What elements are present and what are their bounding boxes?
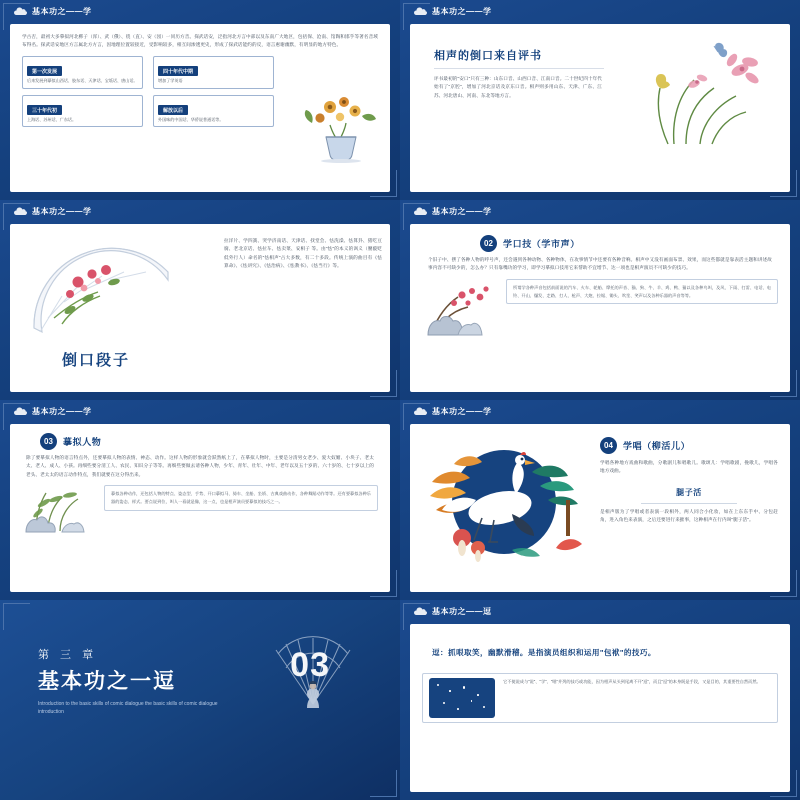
slide-content xyxy=(10,424,390,592)
slide-paragraph-secondary: 是相声版为了学唱或者表演一段相外，两人同合小化妆，如在上东东手中、分包赶角，进入角色来表演，之后还要进行来摧事，这种相声在行内叫"腿子活"。 xyxy=(600,508,778,523)
timeline-box-tag: 解放以后 xyxy=(158,105,188,115)
timeline-box-text: 上海话、苏州话、广东话。 xyxy=(27,117,77,123)
slide-caption: 倒口段子 xyxy=(62,352,131,369)
slide-paragraph: 学古否，最初大多摹拟河北梆子（浑）、武（俄）、绕（直）、安（园）一同历方音。探武话安，泛指河北方言中部以及东南广大地区，包括保、沧南、馆陶和邯乎等著名音域布得名。探武话安地区方言属北方方言，因地理位置较接近，受影响较多，相互间渗透更史，形成了探武话能约的反，语言惠谢幽默，有明显的地方特色。 xyxy=(22,34,378,48)
quote-text: 摹拟各种动作，还包括人物的特点、姿态型、手势、开口摹拟马、骑车、坐船、坐轿、吉典戏曲动作，各种舞蹈动作等等。还有要摹拟各种乐器的姿态、样式。要点说到位，叫人一看就是像，这一点，也是相声演员要摹拟的技巧之一。 xyxy=(111,491,371,505)
corner-decoration xyxy=(370,770,397,797)
slide-paragraph: 个旧子中、摆了各种人物的呼号声，还会遇到各种动物、各种物体，在攻事情节中还要有各种音响。相声中又没有画面布景、效果，而这些都就是靠表活主题和讲述故事内容不可缺少的，怎么办？只有靠嘴功的学习，即学习摹拟口技用它来帮助不宜增节、达一项也是相声演员不可缺少的技巧。 xyxy=(428,257,772,271)
slide-header-text: 基本功之——学 xyxy=(32,207,92,216)
slide-header-text: 基本功之——学 xyxy=(432,407,492,416)
slide-content xyxy=(410,424,790,592)
flower-vase-illustration xyxy=(300,91,384,168)
slide-content xyxy=(410,224,790,392)
slide-6 xyxy=(400,400,800,600)
chapter-number: 03 xyxy=(290,646,330,684)
slide-2 xyxy=(400,0,800,200)
slide-header-text: 基本功之——学 xyxy=(32,407,92,416)
quote-box xyxy=(506,279,778,304)
slide-paragraph: 学唱各种地方戏曲和歌曲，分歌剧儿和唱歌儿。歌颂儿：学唱歌剧，挽歌儿，学唱各地方戏曲。 xyxy=(600,460,778,474)
slide-7-chapter xyxy=(0,600,400,800)
slide-title: 学口技（学市声） xyxy=(503,239,580,249)
fan-flower-illustration xyxy=(18,236,178,353)
bamboo-rock-illustration xyxy=(22,485,98,538)
timeline-box xyxy=(153,56,274,89)
timeline-box-text: 外国味的中国话、华侨说普通话等。 xyxy=(158,117,224,123)
slide-header-text: 基本功之——学 xyxy=(32,7,92,16)
section-heading xyxy=(480,235,778,252)
orchid-butterfly-illustration xyxy=(632,40,782,153)
timeline-box xyxy=(153,95,274,128)
slide-header xyxy=(414,406,492,417)
crane-pine-illustration xyxy=(416,430,588,587)
slide-header-text: 基本功之——学 xyxy=(432,7,492,16)
section-number: 03 xyxy=(40,433,57,450)
chapter-label: 第 三 章 xyxy=(38,649,98,661)
slide-4 xyxy=(400,200,800,400)
slide-title: 相声的倒口来自评书 xyxy=(434,50,542,62)
slide-title: 学唱（柳活儿） xyxy=(623,441,691,451)
slide-3 xyxy=(0,200,400,400)
slide-1 xyxy=(0,0,400,200)
slide-header xyxy=(14,206,92,217)
timeline-box xyxy=(22,56,143,89)
slide-content xyxy=(410,24,790,192)
slide-content xyxy=(10,224,390,392)
slide-paragraph: 拉洋片、学四簧、哭学济南话、天津话、找堂会、怯洗澡、怯算卦、猪吃豆腐、老北京话、怯拉车、怯卖菜、安相子 等。由"怯"的本义的讽义（腰藐贬低外行人）命名的"怯相声"占大多数，有二十多段。传统上演的曲目有《怯算命》、《怯讲究》、《怯治病》、《怯教书》、《怯当行》等。 xyxy=(224,238,382,269)
star-decoration xyxy=(429,678,495,718)
slide-subtitle: 腿子活 xyxy=(676,487,702,497)
chapter-title-block xyxy=(38,646,218,716)
slide-title: 摹拟人物 xyxy=(63,437,102,447)
section-heading xyxy=(600,437,778,454)
slide-content xyxy=(410,624,790,792)
slide-5 xyxy=(0,400,400,600)
cloud-icon xyxy=(14,207,27,216)
cloud-icon xyxy=(14,7,27,16)
quote-text: 所谓学各种声音包括前面说的汽车、火车、轮船、摩托的声音、猫、狗、牛、羊、鸡、鸭、猫以及各种鸟叫，及风、下雨、打雷、电话、电铃、开山、爆发、走路、打人、枪声、大炮、拉锯、锄头、吹笙、笑声以及各种乐器的声音等等。 xyxy=(513,284,771,298)
slide-paragraph: 它不使说成与"说"、"学"、"唱"并列的技巧或功能，因为相声从头到尾离不开"逗"，而且"逗"的本身既是手段，又是目的，其重要性自然而然。 xyxy=(503,679,761,685)
cloud-icon xyxy=(14,407,27,416)
slide-lead: 逗：抓哏取笑，幽默滑稽。是指演员组织和运用"包袱"的技巧。 xyxy=(432,648,656,657)
slide-8 xyxy=(400,600,800,800)
timeline-box-grid xyxy=(22,56,274,127)
cloud-icon xyxy=(414,607,427,616)
corner-decoration xyxy=(3,603,30,630)
timeline-box-tag: 第一次发展 xyxy=(27,66,62,76)
slide-paragraph: 除了要摹拟人物的语言特点外，还要摹拟人物的表情、神态、动作。这样人物的形象就会跃然纸上了，在摹拟人物时，主要是分清男女老少、爱大奴媚、小块子、老太太、老人、成人、小孩。再细些要分清工人、农民、知识分子等等。再细些要做去请各种人物，少年、青年、壮年、中年、老年以及五十岁的、六十岁的、七十岁以上的老头、老太太的语言动作特点，我们就要在这分得出来。 xyxy=(26,455,374,477)
slide-header xyxy=(414,6,492,17)
section-number: 04 xyxy=(600,437,617,454)
chapter-subtitle-en: Introduction to the basic skills of comic dialogue the basic skills of comic dialogue introduction xyxy=(38,701,218,715)
cloud-icon xyxy=(414,207,427,216)
cloud-icon xyxy=(414,407,427,416)
section-number: 02 xyxy=(480,235,497,252)
timeline-box-text: 增加了学英语 xyxy=(158,78,183,84)
divider xyxy=(641,503,737,504)
slide-header xyxy=(14,6,92,17)
quote-box xyxy=(104,485,378,510)
slide-header-text: 基本功之——学 xyxy=(432,207,492,216)
timeline-box-tag: 四十年代中期 xyxy=(158,66,198,76)
slide-header xyxy=(414,606,492,617)
timeline-box-tag: 三十年代初 xyxy=(27,105,62,115)
timeline-box-text: 后来发展到摹拟山西话、胶东话、天津话、宝坻话、唐山话。 xyxy=(27,78,138,84)
slide-header xyxy=(414,206,492,217)
cloud-icon xyxy=(414,7,427,16)
slide-paragraph: 评书最初的"安口"只有三种：山东口音、山西口音、江南口音。二十世纪四十年代始有了"京腔"，增加了河北京话及京东口音。相声则多用山东、天津、广东、江苏、河北唐山、河南、东北等地方言。 xyxy=(434,76,602,98)
divider xyxy=(434,68,604,69)
slide-content xyxy=(10,24,390,192)
timeline-box xyxy=(22,95,143,128)
slide-header-text: 基本功之——逗 xyxy=(432,607,492,616)
chapter-title: 基本功之一逗 xyxy=(38,670,176,693)
section-heading xyxy=(40,433,378,450)
plum-rock-illustration xyxy=(422,279,500,342)
slide-header xyxy=(14,406,92,417)
